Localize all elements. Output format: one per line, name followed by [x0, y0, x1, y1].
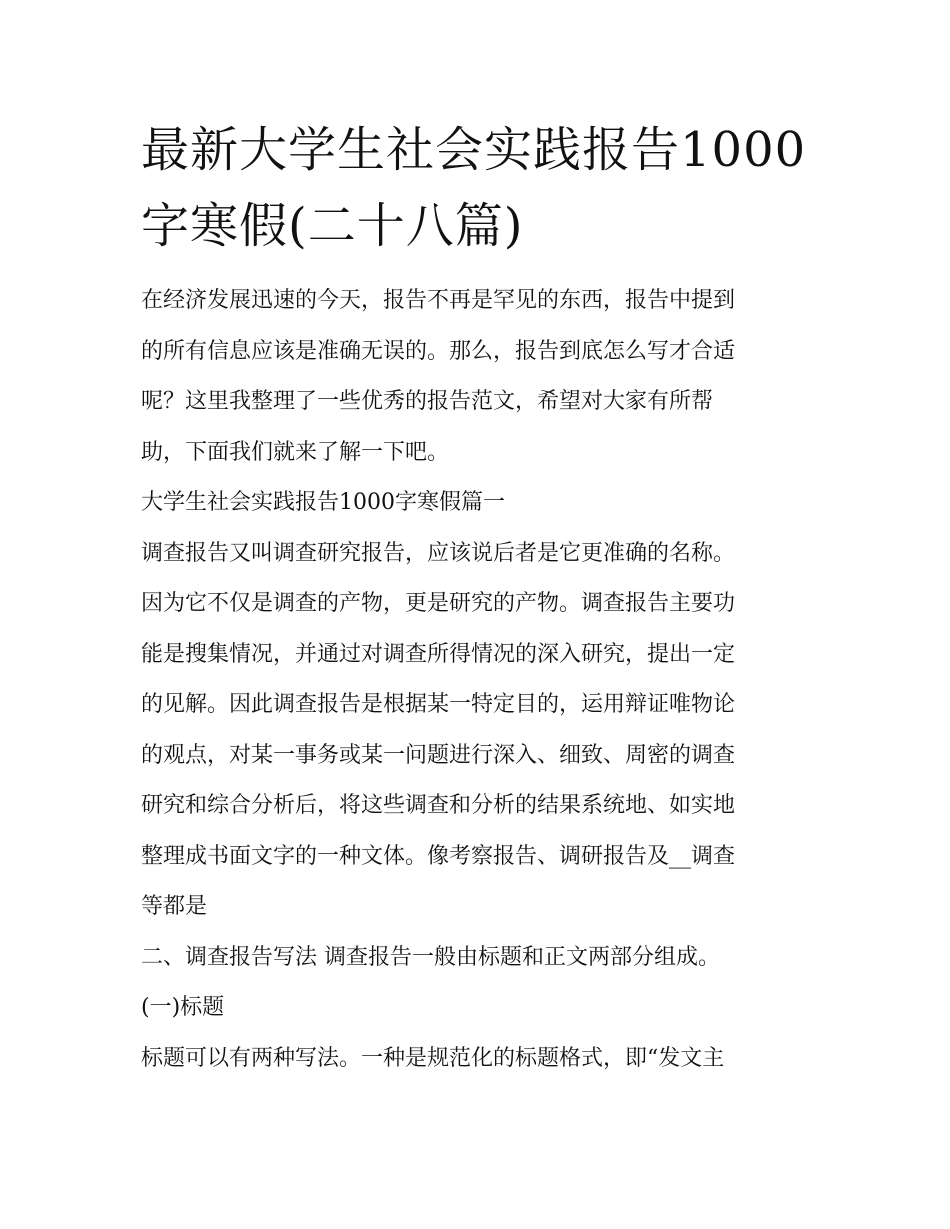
title-line-2: 字寒假(二十八篇) — [141, 198, 524, 254]
subsection-heading: (一)标题 — [141, 995, 225, 1020]
body-line: 的观点，对某一事务或某一问题进行深入、细致、周密的调查 — [141, 742, 736, 768]
body-line: 标题可以有两种写法。一种是规范化的标题格式，即“发文主 — [141, 1045, 725, 1071]
document-page — [141, 112, 821, 1084]
body-line: 研究和综合分析后，将这些调查和分析的结果系统地、如实地 — [141, 793, 736, 818]
body-line: 的所有信息应该是准确无误的。那么，报告到底怎么写才合适 — [141, 338, 736, 364]
document-title — [141, 112, 821, 264]
body-line: 助，下面我们就来了解一下吧。 — [141, 439, 450, 465]
title-line-1: 最新大学生社会实践报告1000 — [141, 122, 807, 178]
body-line: 呢？这里我整理了一些优秀的报告范文，希望对大家有所帮 — [141, 389, 714, 414]
body-line: 整理成书面文字的一种文体。像考察报告、调研报告及__调查 — [141, 843, 736, 869]
body-line: 的见解。因此调查报告是根据某一特定目的，运用辩证唯物论 — [141, 692, 736, 717]
section-heading: 二、调查报告写法 调查报告一般由标题和正文两部分组成。 — [141, 944, 720, 970]
section-heading: 大学生社会实践报告1000字寒假篇一 — [141, 490, 505, 515]
body-line: 能是搜集情况，并通过对调查所得情况的深入研究，提出一定 — [141, 641, 736, 667]
body-line: 因为它不仅是调查的产物，更是研究的产物。调查报告主要功 — [141, 591, 736, 616]
body-line: 调查报告又叫调查研究报告，应该说后者是它更准确的名称。 — [141, 540, 736, 566]
body-line: 等都是 — [141, 894, 208, 919]
body-line: 在经济发展迅速的今天，报告不再是罕见的东西，报告中提到 — [141, 288, 736, 313]
document-body — [141, 276, 821, 1084]
